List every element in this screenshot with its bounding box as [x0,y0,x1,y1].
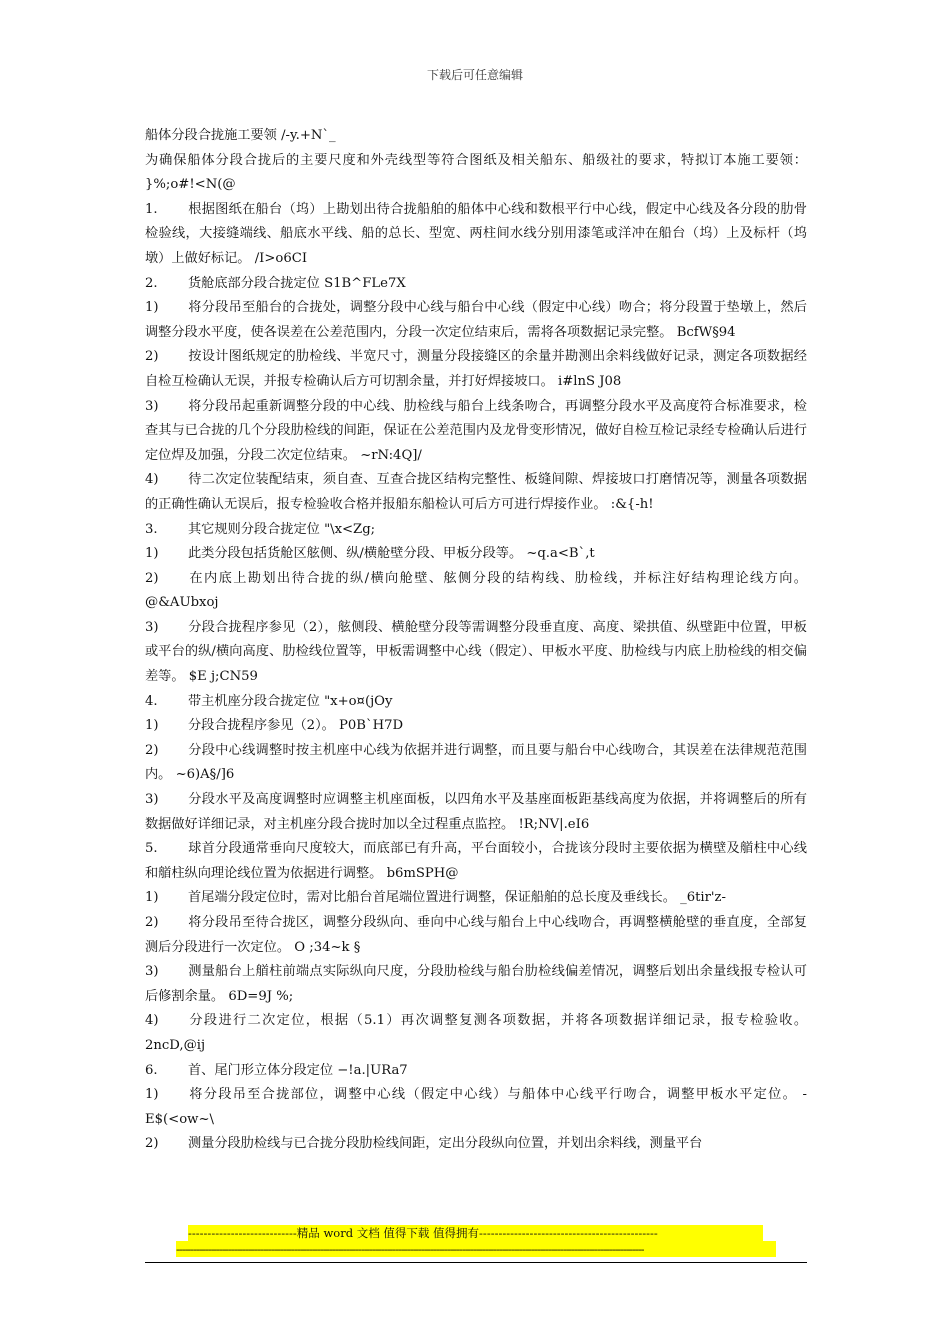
paragraph-text: 将分段吊起重新调整分段的中心线、肋检线与船台上线条吻合，再调整分段水平及高度符合标准要求，检查其与已合拢的几个分段肋检线的间距，保证在公差范围内及龙骨变形情况，做好自检互检记录经专检确认后进行定位焊及加强，分段二次定位结束。 ~rN:4Q]/ [145,398,807,463]
paragraph-number: 2) [145,349,159,365]
paragraph-text: 分段水平及高度调整时应调整主机座面板，以四角水平及基座面板距基线高度为依据，并将调整后的所有数据做好详细记录，对主机座分段合拢时加以全过程重点监控。 !R;NV|.eI6 [145,792,807,832]
paragraph-text: 为确保船体分段合拢后的主要尺度和外壳线型等符合图纸及相关船东、船级社的要求，特拟订本施工要领： }%;o#!<N(@ [145,152,807,193]
paragraph-text: 球首分段通常垂向尺度较大，而底部已有升高，平台面较小，合拢该分段时主要依据为横壁及艏柱中心线和艏柱纵向理论线位置为依据进行调整。 b6mSPH@ [145,841,807,881]
paragraph-text: 分段合拢程序参见（2），舷侧段、横舱壁分段等需调整分段垂直度、高度、梁拱值、纵壁距中位置，甲板或平台的纵/横向高度、肋检线位置等，甲板需调整中心线（假定）、甲板水平度、肋检线与内底上肋检线的相交偏差等。 $E j;CN59 [145,619,807,685]
paragraph [145,1083,807,1132]
paragraph-text: 按设计图纸规定的肋检线、半宽尺寸，测量分段接缝区的余量并勘测出余料线做好记录，测定各项数据经自检互检确认无误，并报专检确认后方可切割余量，并打好焊接坡口。 i#lnS J08 [145,349,807,389]
paragraph [145,395,807,469]
paragraph-number: 1) [145,890,159,906]
paragraph-number: 1) [145,546,159,562]
paragraph-number: 5. [145,841,158,857]
paragraph [145,542,807,567]
paragraph-number: 3) [145,964,159,980]
section-heading [145,518,807,543]
paragraph-text: 分段中心线调整时按主机座中心线为依据并进行调整，而且要与船台中心线吻合，其误差在法律规范范围内。 ~6)A§/]6 [145,742,807,783]
paragraph [145,911,807,960]
paragraph-number: 2) [145,915,159,930]
section-heading [145,272,807,297]
paragraph-number: 3. [145,521,158,537]
paragraph-text: 将分段吊至合拢部位，调整中心线（假定中心线）与船体中心线平行吻合，调整甲板水平定位。 -E$(<ow~\ [145,1087,807,1127]
paragraph-number: 1) [145,1087,159,1103]
paragraph-number: 2) [145,742,159,758]
paragraph-number: 3) [145,792,159,808]
paragraph [145,345,807,394]
paragraph-text: 分段合拢程序参见（2）。 P0B`H7D [188,718,404,734]
page-footer [145,1225,807,1257]
paragraph-number: 3) [145,398,159,414]
document-body [145,124,807,1157]
paragraph-text: 货舱底部分段合拢定位 S1B^FLe7X [188,275,406,291]
paragraph [145,468,807,517]
paragraph [145,960,807,1009]
paragraph-number: 2) [145,1136,159,1152]
paragraph-number: 4. [145,693,158,709]
paragraph [145,739,807,788]
paragraph-text: 测量船台上艏柱前端点实际纵向尺度，分段肋检线与船台肋检线偏差情况，调整后划出余量线报专检认可后修割余量。 6D=9J %; [145,964,807,1004]
paragraph-text: 首尾端分段定位时，需对比船台首尾端位置进行调整，保证船舶的总长度及垂线长。 _6tir'z- [188,890,726,906]
paragraph-number: 2. [145,275,158,291]
paragraph-number: 4) [145,1013,159,1029]
section-heading [145,690,807,715]
doc-title [145,124,807,149]
paragraph [145,714,807,739]
paragraph [145,296,807,345]
paragraph-text: 根据图纸在船台（坞）上勘划出待合拢船舶的船体中心线和数根平行中心线，假定中心线及各分段的肋骨检验线，大接缝端线、船底水平线、船的总长、型宽、两柱间水线分别用漆笔或洋冲在船台（坞）上及标杆（坞墩）上做好标记。 /I>o6CI [145,201,807,266]
paragraph-text: 首、尾门形立体分段定位 −!a.|URa7 [188,1062,408,1078]
footer-dashes: ------------------------------------------------------------------------------------------------------------------------------------------------------------------ [176,1241,776,1257]
paragraph-text: 在内底上勘划出待合拢的纵/横向舱壁、舷侧分段的结构线、肋检线，并标注好结构理论线方向。 @&AUbxoj [145,570,807,611]
paragraph [145,567,807,616]
paragraph-number: 2) [145,570,159,586]
paragraph-text: 其它规则分段合拢定位 "\x<Zg; [188,521,376,537]
paragraph-text: 待二次定位装配结束，须自查、互查合拢区结构完整性、板缝间隙、焊接坡口打磨情况等，测量各项数据的正确性确认无误后，报专检验收合格并报船东船检认可后方可进行焊接作业。 :&{-h! [145,472,807,512]
paragraph [145,1009,807,1058]
paragraph-number: 1. [145,201,158,217]
paragraph [145,788,807,837]
paragraph-number: 6. [145,1062,158,1078]
footer-rule [145,1262,807,1263]
paragraph-text: 船体分段合拢施工要领 /-y.+N`_ [145,128,336,143]
paragraph-number: 3) [145,619,159,635]
intro-paragraph [145,149,807,198]
paragraph-text: 分段进行二次定位，根据（5.1）再次调整复测各项数据，并将各项数据详细记录，报专检验收。 2ncD,@ij [145,1013,807,1053]
paragraph-text: 测量分段肋检线与已合拢分段肋检线间距，定出分段纵向位置，并划出余料线，测量平台 [188,1136,703,1152]
section-heading [145,1059,807,1084]
footer-banner: ----------------------------精品 word 文档 值得下载 值得拥有---------------------------------------------- [188,1225,763,1241]
section-heading [145,837,807,886]
paragraph-number: 1) [145,300,159,316]
page-header: 下载后可任意编辑 [426,68,523,82]
paragraph-number: 4) [145,472,159,488]
paragraph [145,1132,807,1157]
paragraph [145,886,807,911]
paragraph-text: 将分段吊至船台的合拢处，调整分段中心线与船台中心线（假定中心线）吻合；将分段置于垫墩上，然后调整分段水平度，使各误差在公差范围内，分段一次定位结束后，需将各项数据记录完整。 BcfW§94 [145,300,807,340]
paragraph [145,616,807,690]
paragraph-number: 1) [145,718,159,734]
paragraph-text: 将分段吊至待合拢区，调整分段纵向、垂向中心线与船台上中心线吻合，再调整横舱壁的垂直度，全部复测后分段进行一次定位。 O ;34~k § [145,915,807,955]
paragraph-text: 带主机座分段合拢定位 "x+o¤(jOy [188,693,393,709]
paragraph [145,198,807,272]
paragraph-text: 此类分段包括货舱区舷侧、纵/横舱壁分段、甲板分段等。 ~q.a<B`,t [188,546,595,562]
